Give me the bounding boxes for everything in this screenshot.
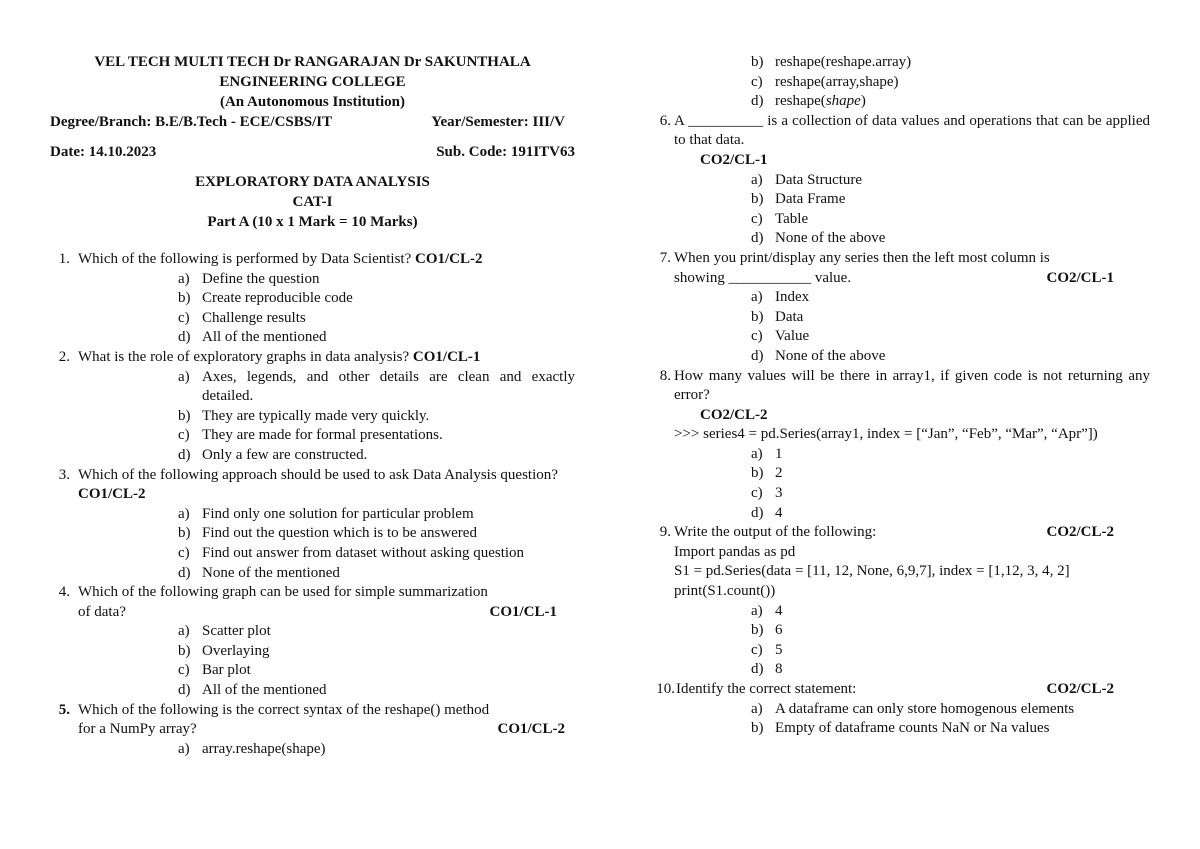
- question-text: Identify the correct statement:: [676, 681, 857, 697]
- question-text-line2: for a NumPy array?: [78, 721, 197, 738]
- option: a) Data Structure: [751, 171, 863, 188]
- option: d) None of the above: [751, 230, 886, 247]
- option: b) 6: [751, 622, 783, 639]
- college-name-line1: VEL TECH MULTI TECH Dr RANGARAJAN Dr SAKUNTHALA: [94, 54, 531, 70]
- option: a) 4: [751, 602, 783, 619]
- option: d) None of the above: [751, 347, 886, 364]
- option: b) reshape(reshape.array): [751, 54, 912, 70]
- question-6: [648, 112, 1150, 151]
- question-text: What is the role of exploratory graphs in data analysis?: [78, 348, 410, 365]
- co-label: CO2/CL-2: [1046, 681, 1114, 697]
- options-q4: [50, 622, 575, 700]
- options-q5: [50, 740, 575, 760]
- option: d) reshape(shape): [751, 93, 866, 110]
- options-q10: [648, 700, 1150, 739]
- code-line: S1 = pd.Series(data = [11, 12, None, 6,9,7], index = [1,12, 3, 4, 2]: [674, 563, 1070, 580]
- question-10: [648, 680, 1150, 700]
- right-column: [648, 53, 1150, 739]
- left-column: [50, 52, 575, 759]
- option: b) Find out the question which is to be answered: [178, 525, 477, 542]
- option: a) Define the question: [178, 270, 320, 287]
- option: b) Data: [751, 308, 804, 325]
- question-text: Which of the following approach should be used to ask Data Analysis question?: [78, 466, 558, 483]
- option: a) Scatter plot: [178, 623, 271, 640]
- option: d) 4: [751, 504, 783, 521]
- exam-name: CAT-I: [292, 194, 333, 210]
- question-number: 3.: [58, 466, 70, 483]
- option: c) Find out answer from dataset without asking question: [178, 544, 525, 561]
- option: b) They are typically made very quickly.: [178, 407, 430, 424]
- options-q9: [648, 602, 1150, 680]
- option: a) array.reshape(shape): [178, 740, 326, 757]
- co-label: CO2/CL-1: [1046, 269, 1114, 286]
- question-number: 10.: [656, 681, 675, 697]
- question-number: 9.: [659, 524, 671, 541]
- question-text: How many values will be there in array1, if given code is not returning any error?: [674, 367, 1150, 404]
- code-line: print(S1.count()): [674, 583, 776, 600]
- autonomous-note: (An Autonomous Institution): [219, 94, 406, 110]
- co-label: CO1/CL-1: [489, 603, 557, 620]
- options-q7: [648, 288, 1150, 366]
- option: d) Only a few are constructed.: [178, 446, 368, 463]
- question-text-line2: showing ___________ value.: [674, 269, 852, 286]
- options-q6: [648, 171, 1150, 249]
- options-q2: [50, 368, 575, 466]
- co-label: CO2/CL-2: [700, 406, 768, 423]
- options-q5-continued: [648, 53, 1150, 112]
- question-5: [50, 701, 575, 740]
- option: c) Challenge results: [178, 309, 306, 326]
- option: c) 3: [751, 485, 783, 502]
- year-semester: Year/Semester: III/V: [431, 114, 565, 130]
- college-name-line2: ENGINEERING COLLEGE: [219, 74, 406, 90]
- option: b) Empty of dataframe counts NaN or Na values: [751, 720, 1050, 737]
- option: d) All of the mentioned: [178, 682, 327, 699]
- option: c) Value: [751, 328, 810, 345]
- option: c) 5: [751, 641, 783, 658]
- question-text-line2: of data?: [78, 603, 126, 620]
- exam-date: Date: 14.10.2023: [50, 144, 157, 160]
- question-number: 7.: [659, 249, 671, 266]
- code-snippet: >>> series4 = pd.Series(array1, index = [“Jan”, “Feb”, “Mar”, “Apr”]): [674, 426, 1098, 443]
- option: a) Index: [751, 289, 810, 306]
- co-label: CO1/CL-2: [78, 486, 146, 503]
- question-number: 8.: [659, 367, 671, 384]
- co-label: CO2/CL-1: [700, 151, 768, 168]
- code-line: Import pandas as pd: [674, 543, 796, 560]
- co-label: CO1/CL-1: [412, 348, 481, 365]
- question-number: 6.: [659, 112, 671, 129]
- question-number: 4.: [58, 584, 70, 601]
- date-code-row: [50, 142, 575, 162]
- question-8: [648, 367, 1150, 406]
- question-text: Which of the following is performed by Data Scientist?: [78, 251, 412, 267]
- question-number: 1.: [58, 251, 70, 267]
- question-number: 2.: [58, 348, 70, 365]
- question-7: [648, 249, 1150, 288]
- co-label: CO2/CL-2: [1046, 524, 1114, 541]
- question-text-line1: When you print/display any series then the left most column is: [674, 249, 1050, 266]
- option: d) None of the mentioned: [178, 564, 340, 581]
- option: b) 2: [751, 465, 783, 482]
- option: a) Find only one solution for particular problem: [178, 505, 474, 522]
- question-text: Write the output of the following:: [674, 524, 877, 541]
- question-1: [50, 250, 575, 270]
- question-text: A __________ is a collection of data values and operations that can be applied to that data.: [674, 112, 1150, 149]
- question-2: [50, 348, 575, 368]
- option: a) 1: [751, 445, 783, 462]
- options-q1: [50, 270, 575, 348]
- co-label: CO1/CL-2: [415, 251, 483, 267]
- co-label: CO1/CL-2: [497, 721, 565, 738]
- subject-code: Sub. Code: 191ITV63: [436, 144, 575, 160]
- subject-title: EXPLORATORY DATA ANALYSIS: [195, 174, 430, 190]
- question-text-line1: Which of the following is the correct syntax of the reshape() method: [78, 701, 490, 718]
- degree-year-row: [50, 112, 575, 132]
- question-3: [50, 466, 575, 505]
- options-q3: [50, 505, 575, 583]
- option: c) They are made for formal presentations.: [178, 427, 443, 444]
- part-title: Part A (10 x 1 Mark = 10 Marks): [207, 214, 418, 230]
- degree-branch: Degree/Branch: B.E/B.Tech - ECE/CSBS/IT: [50, 114, 333, 130]
- question-9: [648, 523, 1150, 543]
- question-4: [50, 583, 575, 622]
- option: b) Create reproducible code: [178, 290, 353, 307]
- option: a) A dataframe can only store homogenous elements: [751, 700, 1075, 717]
- option: d) All of the mentioned: [178, 329, 327, 346]
- option: a) Axes, legends, and other details are clean and exactly detailed.: [178, 368, 575, 405]
- option: c) reshape(array,shape): [751, 73, 899, 90]
- option: b) Overlaying: [178, 642, 270, 659]
- question-text-line1: Which of the following graph can be used for simple summarization: [78, 584, 488, 601]
- options-q8: [648, 445, 1150, 523]
- question-number: 5.: [58, 701, 70, 718]
- option: d) 8: [751, 661, 783, 678]
- option: c) Bar plot: [178, 662, 251, 679]
- option: b) Data Frame: [751, 191, 846, 208]
- option: c) Table: [751, 210, 809, 227]
